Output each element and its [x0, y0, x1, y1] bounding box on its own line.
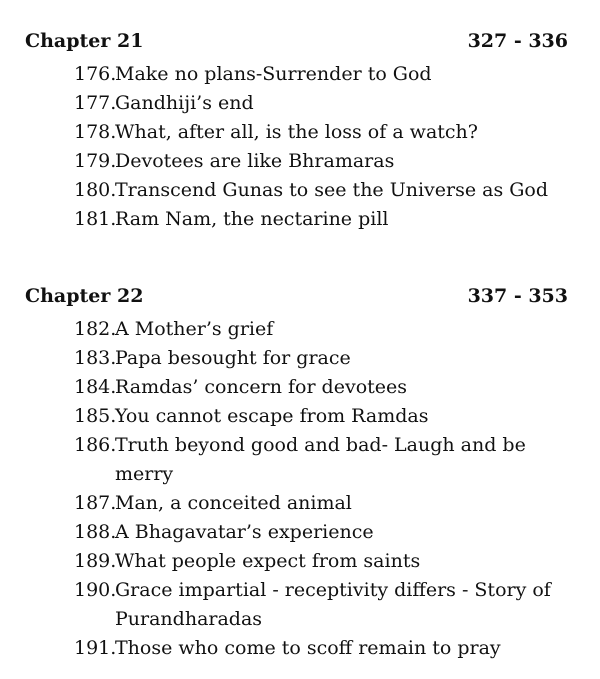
list-item: [0, 634, 600, 663]
entry-number: 185.: [74, 405, 117, 427]
entry-number: 188.: [74, 521, 117, 543]
entry-number: 187.: [74, 492, 117, 514]
chapter-page-range: 337 - 353: [467, 285, 568, 307]
entry-title: Devotees are like Bhramaras: [115, 150, 395, 172]
chapter-title: Chapter 22: [25, 285, 144, 307]
list-item: [0, 205, 600, 234]
list-item: [0, 431, 600, 489]
entry-title: Transcend Gunas to see the Universe as God: [115, 179, 549, 201]
list-item: [0, 402, 600, 431]
entry-number: 189.: [74, 550, 117, 572]
list-item: [0, 118, 600, 147]
list-item: [0, 60, 600, 89]
list-item: [0, 315, 600, 344]
entry-number: 177.: [74, 92, 117, 114]
list-item: [0, 518, 600, 547]
entry-title: Papa besought for grace: [115, 347, 351, 369]
entry-title: What people expect from saints: [115, 550, 421, 572]
chapter-page-range: 327 - 336: [467, 30, 568, 52]
entry-list: [0, 315, 600, 663]
chapter-title: Chapter 21: [25, 30, 144, 52]
entry-list: [0, 60, 600, 234]
entry-number: 181.: [74, 208, 117, 230]
entry-number: 184.: [74, 376, 117, 398]
list-item: [0, 547, 600, 576]
list-item: [0, 344, 600, 373]
list-item: [0, 89, 600, 118]
entry-number: 179.: [74, 150, 117, 172]
list-item: [0, 489, 600, 518]
entry-title: A Mother’s grief: [115, 318, 274, 340]
list-item: [0, 576, 600, 634]
chapter-section: [0, 30, 600, 234]
entry-number: 191.: [74, 637, 117, 659]
entry-title: Ramdas’ concern for devotees: [115, 376, 408, 398]
entry-number: 186.: [74, 434, 117, 456]
entry-number: 178.: [74, 121, 117, 143]
chapter-section: [0, 285, 600, 663]
entry-number: 180.: [74, 179, 117, 201]
entry-title: Grace impartial - receptivity differs - Story of Purandharadas: [115, 579, 551, 630]
chapter-header: [0, 30, 600, 60]
list-item: [0, 373, 600, 402]
entry-number: 183.: [74, 347, 117, 369]
entry-title: Man, a conceited animal: [115, 492, 352, 514]
entry-number: 190.: [74, 579, 117, 601]
entry-number: 182.: [74, 318, 117, 340]
entry-title: Make no plans-Surrender to God: [115, 63, 432, 85]
list-item: [0, 147, 600, 176]
entry-title: Gandhiji’s end: [115, 92, 254, 114]
entry-number: 176.: [74, 63, 117, 85]
entry-title: What, after all, is the loss of a watch?: [115, 121, 478, 143]
entry-title: Those who come to scoff remain to pray: [115, 637, 501, 659]
entry-title: A Bhagavatar’s experience: [115, 521, 374, 543]
list-item: [0, 176, 600, 205]
chapter-header: [0, 285, 600, 315]
entry-title: You cannot escape from Ramdas: [115, 405, 429, 427]
entry-title: Ram Nam, the nectarine pill: [115, 208, 389, 230]
entry-title: Truth beyond good and bad- Laugh and be merry: [115, 434, 526, 485]
